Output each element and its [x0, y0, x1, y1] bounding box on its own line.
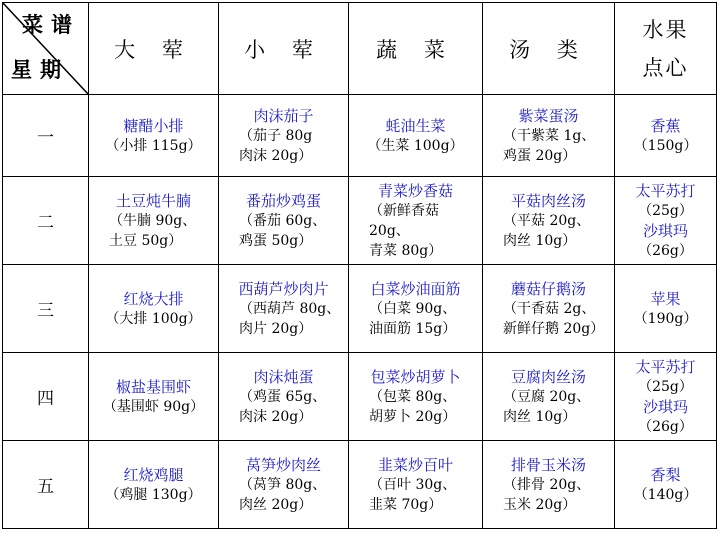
dish-ingredients: 肉丝 10g）: [503, 232, 577, 249]
dish-ingredients: 肉沫 20g）: [239, 408, 313, 425]
dish-ingredients: （大排 100g）: [105, 310, 202, 327]
fruit-snack-cell: [615, 441, 717, 529]
dish-name: 红烧鸡腿: [123, 465, 184, 484]
dish-name: 蚝油生菜: [385, 116, 446, 135]
dish-cell-small: [219, 177, 349, 265]
fruit-snack-cell: [615, 177, 717, 265]
dish-name: 排骨玉米汤: [510, 455, 586, 474]
dish-cell-veg: [349, 265, 483, 353]
dish-ingredients: （百叶 30g、: [369, 476, 457, 493]
fruit-name: 沙琪玛: [642, 221, 688, 240]
dish-cell-big: [89, 441, 219, 529]
menu-row: [3, 177, 717, 265]
dish-name: 平菇肉丝汤: [510, 191, 586, 210]
dish-ingredients: （干紫菜 1g、: [503, 127, 596, 144]
dish-ingredients: 土豆 50g）: [109, 232, 183, 249]
dish-ingredients: （莴笋 80g、: [239, 476, 327, 493]
fruit-amount: （25g）: [638, 202, 693, 219]
fruit-amount: （26g）: [638, 418, 693, 435]
corner-cell: [3, 3, 89, 95]
fruit-amount: （140g）: [633, 486, 698, 503]
dish-ingredients: （鸡腿 130g）: [105, 486, 202, 503]
fruit-name: 太平苏打: [635, 357, 696, 376]
fruit-amount: （26g）: [638, 242, 693, 259]
weekday-cell: 五: [3, 441, 89, 529]
dish-name: 肉沫茄子: [253, 106, 314, 125]
corner-label-menu: 菜谱: [22, 12, 80, 37]
fruit-snack-cell: [615, 265, 717, 353]
menu-row: [3, 353, 717, 441]
dish-ingredients: （白菜 90g、: [369, 300, 457, 317]
dish-ingredients: 玉米 20g）: [503, 496, 577, 513]
dish-name: 豆腐肉丝汤: [510, 367, 586, 386]
header-fruit-line1: 水果: [642, 17, 689, 42]
weekday-cell: 一: [3, 95, 89, 177]
fruit-amount: （190g）: [633, 310, 698, 327]
dish-ingredients: （豆腐 20g、: [503, 388, 591, 405]
dish-name: 西葫芦炒肉片: [238, 279, 329, 298]
header-vegetable: 蔬 菜: [349, 3, 483, 95]
dish-ingredients: 肉丝 10g）: [503, 408, 577, 425]
dish-name: 糖醋小排: [123, 116, 184, 135]
dish-name: 莴笋炒肉丝: [245, 455, 321, 474]
dish-name: 土豆炖牛腩: [115, 191, 191, 210]
header-row: [3, 3, 717, 95]
dish-cell-soup: [483, 265, 615, 353]
dish-cell-big: [89, 95, 219, 177]
weekday-cell: 三: [3, 265, 89, 353]
dish-name: 紫菜蛋汤: [518, 106, 579, 125]
dish-ingredients: （番茄 60g、: [239, 212, 327, 229]
dish-cell-veg: [349, 95, 483, 177]
dish-ingredients: （茄子 80g: [239, 127, 313, 144]
dish-name: 蘑菇仔鹅汤: [510, 279, 586, 298]
dish-cell-small: [219, 265, 349, 353]
weekday-cell: 二: [3, 177, 89, 265]
dish-ingredients: （基围虾 90g）: [102, 398, 205, 415]
dish-cell-veg: [349, 177, 483, 265]
fruit-name: 太平苏打: [635, 181, 696, 200]
fruit-amount: （150g）: [633, 137, 698, 154]
dish-cell-big: [89, 353, 219, 441]
dish-ingredients: 肉沫 20g）: [239, 147, 313, 164]
dish-ingredients: （包菜 80g、: [369, 388, 457, 405]
dish-ingredients: （生菜 100g）: [367, 137, 464, 154]
menu-row: [3, 95, 717, 177]
dish-ingredients: （鸡蛋 65g、: [239, 388, 327, 405]
dish-cell-veg: [349, 441, 483, 529]
dish-cell-soup: [483, 95, 615, 177]
dish-ingredients: 肉片 20g）: [239, 320, 313, 337]
dish-cell-big: [89, 265, 219, 353]
header-soup: 汤 类: [483, 3, 615, 95]
menu-row: [3, 441, 717, 529]
dish-name: 红烧大排: [123, 289, 184, 308]
dish-cell-small: [219, 353, 349, 441]
dish-cell-soup: [483, 353, 615, 441]
dish-ingredients: 肉丝 20g）: [239, 496, 313, 513]
dish-cell-small: [219, 441, 349, 529]
dish-name: 青菜炒香菇: [377, 181, 453, 200]
dish-ingredients: （小排 115g）: [105, 137, 202, 154]
fruit-snack-cell: [615, 353, 717, 441]
dish-ingredients: （平菇 20g、: [503, 212, 591, 229]
dish-name: 白菜炒油面筋: [370, 279, 461, 298]
fruit-amount: （25g）: [638, 378, 693, 395]
weekly-menu-table: [2, 2, 717, 529]
fruit-name: 香梨: [650, 465, 681, 484]
dish-ingredients: 鸡蛋 20g）: [503, 147, 577, 164]
dish-ingredients: 胡萝卜 20g）: [369, 408, 457, 425]
dish-ingredients: （排骨 20g、: [503, 476, 591, 493]
dish-cell-small: [219, 95, 349, 177]
dish-ingredients: 油面筋 15g）: [369, 320, 457, 337]
dish-ingredients: 鸡蛋 50g）: [239, 232, 313, 249]
dish-ingredients: （新鲜香菇 20g、: [369, 202, 439, 239]
dish-ingredients: （干香菇 2g、: [503, 300, 596, 317]
dish-ingredients: （牛腩 90g、: [109, 212, 197, 229]
dish-cell-big: [89, 177, 219, 265]
fruit-name: 苹果: [650, 289, 681, 308]
weekday-cell: 四: [3, 353, 89, 441]
header-small-meat: 小 荤: [219, 3, 349, 95]
dish-cell-soup: [483, 177, 615, 265]
dish-cell-soup: [483, 441, 615, 529]
dish-cell-veg: [349, 353, 483, 441]
dish-ingredients: 新鲜仔鹅 20g）: [503, 320, 605, 337]
header-fruit-line2: 点心: [642, 55, 689, 80]
dish-name: 椒盐基围虾: [115, 377, 191, 396]
dish-name: 韭菜炒百叶: [377, 455, 453, 474]
header-fruit-snack: [615, 3, 717, 95]
dish-name: 包菜炒胡萝卜: [370, 367, 461, 386]
dish-ingredients: 韭菜 70g）: [369, 496, 443, 513]
header-big-meat: 大 荤: [89, 3, 219, 95]
dish-name: 肉沫炖蛋: [253, 367, 314, 386]
dish-ingredients: （西葫芦 80g、: [239, 300, 341, 317]
menu-row: [3, 265, 717, 353]
corner-label-weekday: 星期: [11, 57, 69, 82]
fruit-snack-cell: [615, 95, 717, 177]
dish-ingredients: 青菜 80g）: [369, 242, 443, 259]
fruit-name: 沙琪玛: [642, 397, 688, 416]
fruit-name: 香蕉: [650, 116, 681, 135]
dish-name: 番茄炒鸡蛋: [245, 191, 321, 210]
